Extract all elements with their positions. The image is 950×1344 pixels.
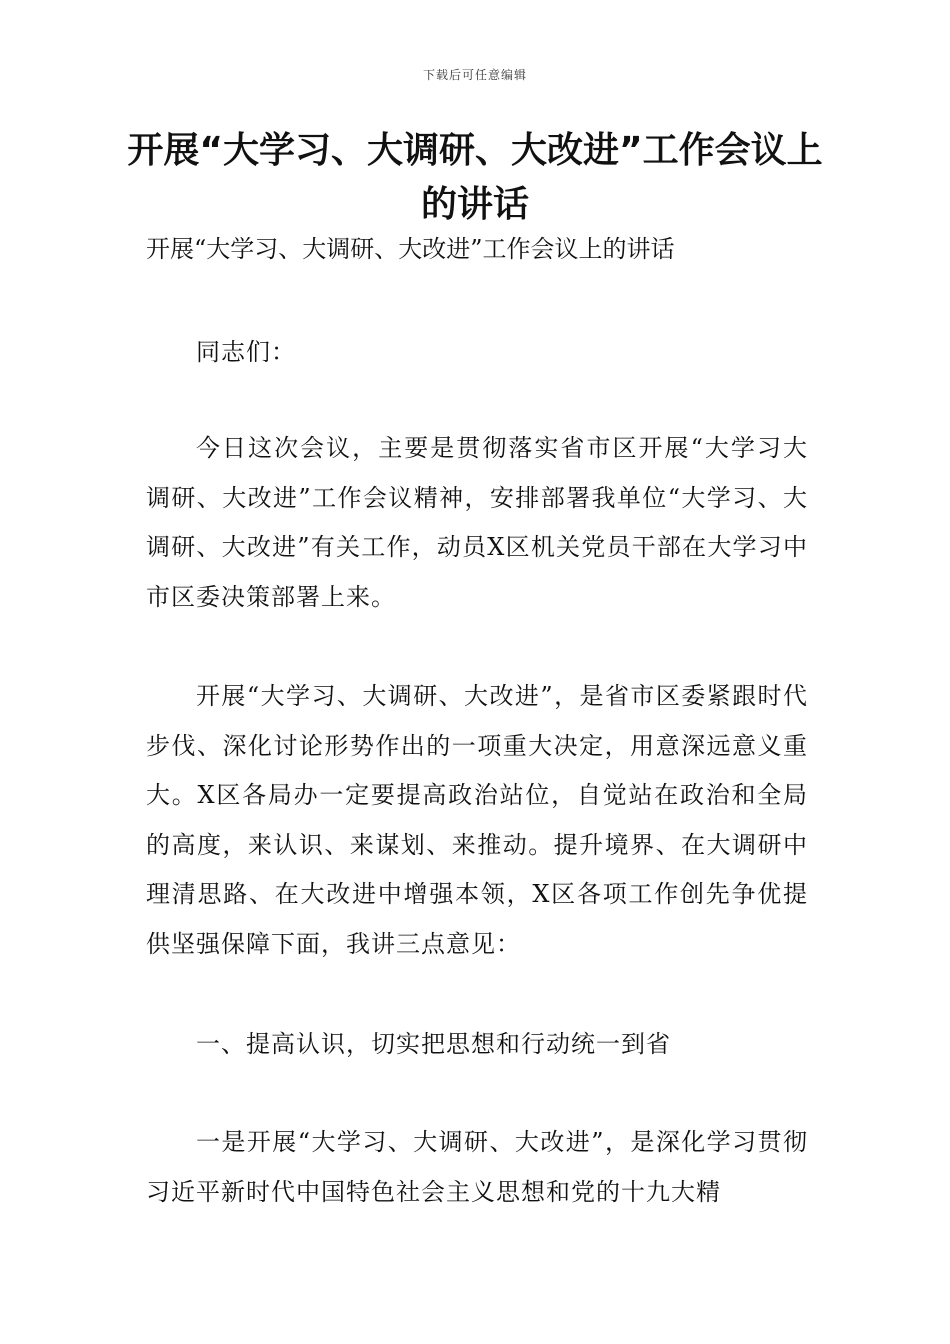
section-heading-1: 一、提高认识，切实把思想和行动统一到省	[196, 1030, 671, 1058]
salutation-paragraph: 同志们：	[196, 338, 296, 366]
body-paragraph-1: 今日这次会议，主要是贯彻落实省市区开展“大学习大调研、大改进”工作会议精神，安排部署我单位“大学习、大调研、大改进”有关工作，动员X区机关党员干部在大学习中市区委决策部署上来。	[146, 434, 808, 611]
body-paragraph-3: 一是开展“大学习、大调研、大改进”，是深化学习贯彻习近平新时代中国特色社会主义思想和党的十九大精	[146, 1128, 808, 1206]
document-title: 开展“大学习、大调研、大改进”工作会议上的讲话	[127, 130, 823, 225]
document-subtitle: 开展“大学习、大调研、大改进”工作会议上的讲话	[146, 235, 675, 263]
header-note: 下载后可任意编辑	[422, 68, 527, 82]
body-paragraph-2: 开展“大学习、大调研、大改进”，是省市区委紧跟时代步伐、深化讨论形势作出的一项重大决定，用意深远意义重大。X区各局办一定要提高政治站位，自觉站在政治和全局的高度，来认识、来谋划、来推动。提升境界、在大调研中理清思路、在大改进中增强本领，X区各项工作创先争优提供坚强保障下面，我讲三点意见：	[146, 682, 808, 958]
